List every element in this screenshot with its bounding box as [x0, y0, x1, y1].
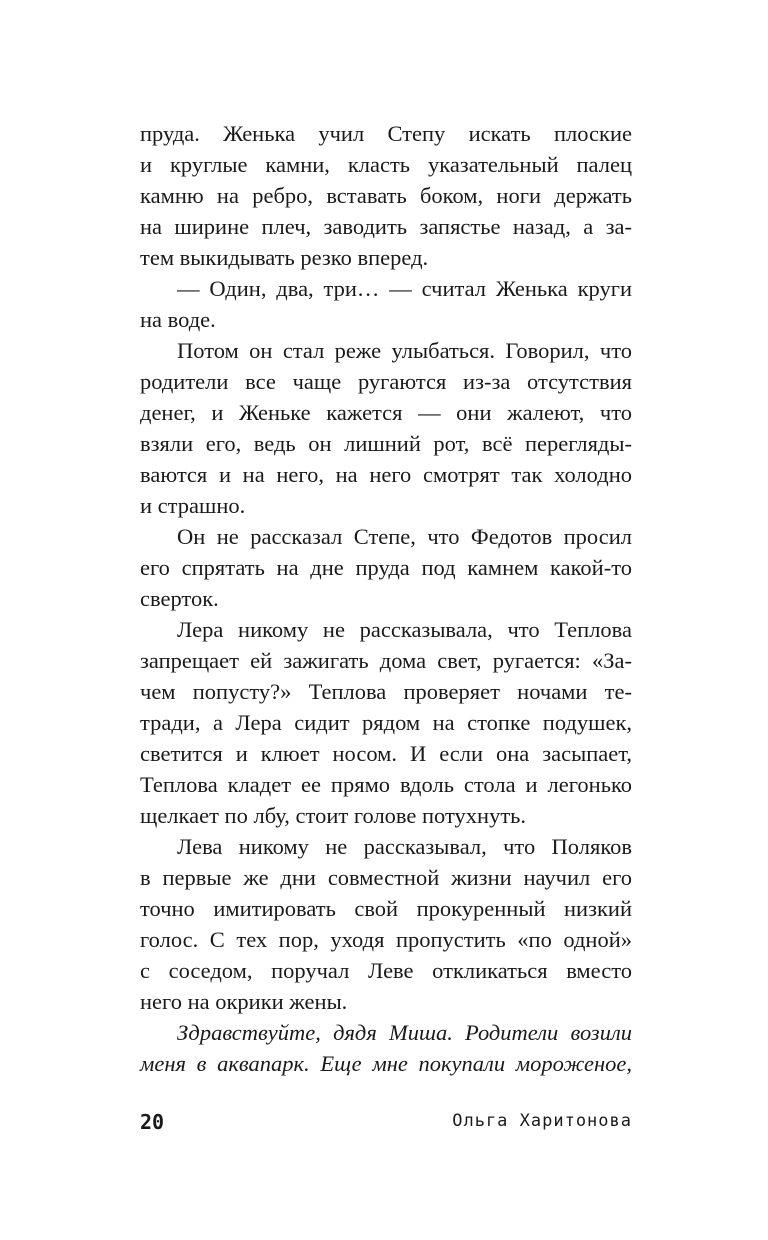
page-number: 20 — [140, 1110, 165, 1134]
letter-text-line: Здравствуйте, дядя Миша. Родители возили — [177, 1020, 632, 1045]
text-line: чем попусту?» Теплова проверяет ночами те- — [140, 679, 632, 704]
text-line: его спрятать на дне пруда под камнем какой-то — [140, 555, 632, 580]
running-footer-author: Ольга Харитонова — [452, 1111, 632, 1131]
text-line: денег, и Женьке кажется — они жалеют, что — [140, 400, 632, 425]
text-line: Теплова кладет ее прямо вдоль стола и легонько — [140, 772, 632, 797]
text-line: тради, а Лера сидит рядом на стопке подушек, — [140, 710, 632, 735]
text-line: светится и клюет носом. И если она засыпает, — [140, 741, 632, 766]
text-line: Лева никому не рассказывал, что Поляков — [177, 834, 632, 859]
page-footer — [140, 1110, 632, 1140]
text-line: камню на ребро, вставать боком, ноги держать — [140, 183, 632, 208]
text-line: с соседом, поручал Леве откликаться вместо — [140, 958, 632, 983]
text-line: ваются и на него, на него смотрят так холодно — [140, 462, 632, 487]
letter-text-line: меня в аквапарк. Еще мне покупали мороженое, — [140, 1051, 632, 1076]
text-line: щелкает по лбу, стоит голове потухнуть. — [140, 803, 527, 828]
text-line: родители все чаще ругаются из-за отсутствия — [140, 369, 632, 394]
text-line: пруда. Женька учил Степу искать плоские — [140, 121, 632, 146]
text-line: сверток. — [140, 586, 219, 611]
text-line: Потом он стал реже улыбаться. Говорил, что — [177, 338, 632, 363]
text-line: точно имитировать свой прокуренный низкий — [140, 896, 632, 921]
body-text — [140, 118, 632, 1079]
text-line: Он не рассказал Степе, что Федотов просил — [177, 524, 632, 549]
text-line: — Один, два, три… — считал Женька круги — [177, 276, 632, 301]
text-line: голос. С тех пор, уходя пропустить «по одной» — [140, 927, 632, 952]
text-line: него на окрики жены. — [140, 989, 348, 1014]
text-line: на ширине плеч, заводить запястье назад, а за- — [140, 214, 632, 239]
text-line: запрещает ей зажигать дома свет, ругается: «За- — [140, 648, 632, 673]
text-line: на воде. — [140, 307, 216, 332]
text-line: в первые же дни совместной жизни научил его — [140, 865, 632, 890]
text-line: Лера никому не рассказывала, что Теплова — [177, 617, 632, 642]
text-line: тем выкидывать резко вперед. — [140, 245, 429, 270]
text-line: и страшно. — [140, 493, 246, 518]
text-line: и круглые камни, класть указательный палец — [140, 152, 632, 177]
text-line: взяли его, ведь он лишний рот, всё перегляды- — [140, 431, 632, 456]
